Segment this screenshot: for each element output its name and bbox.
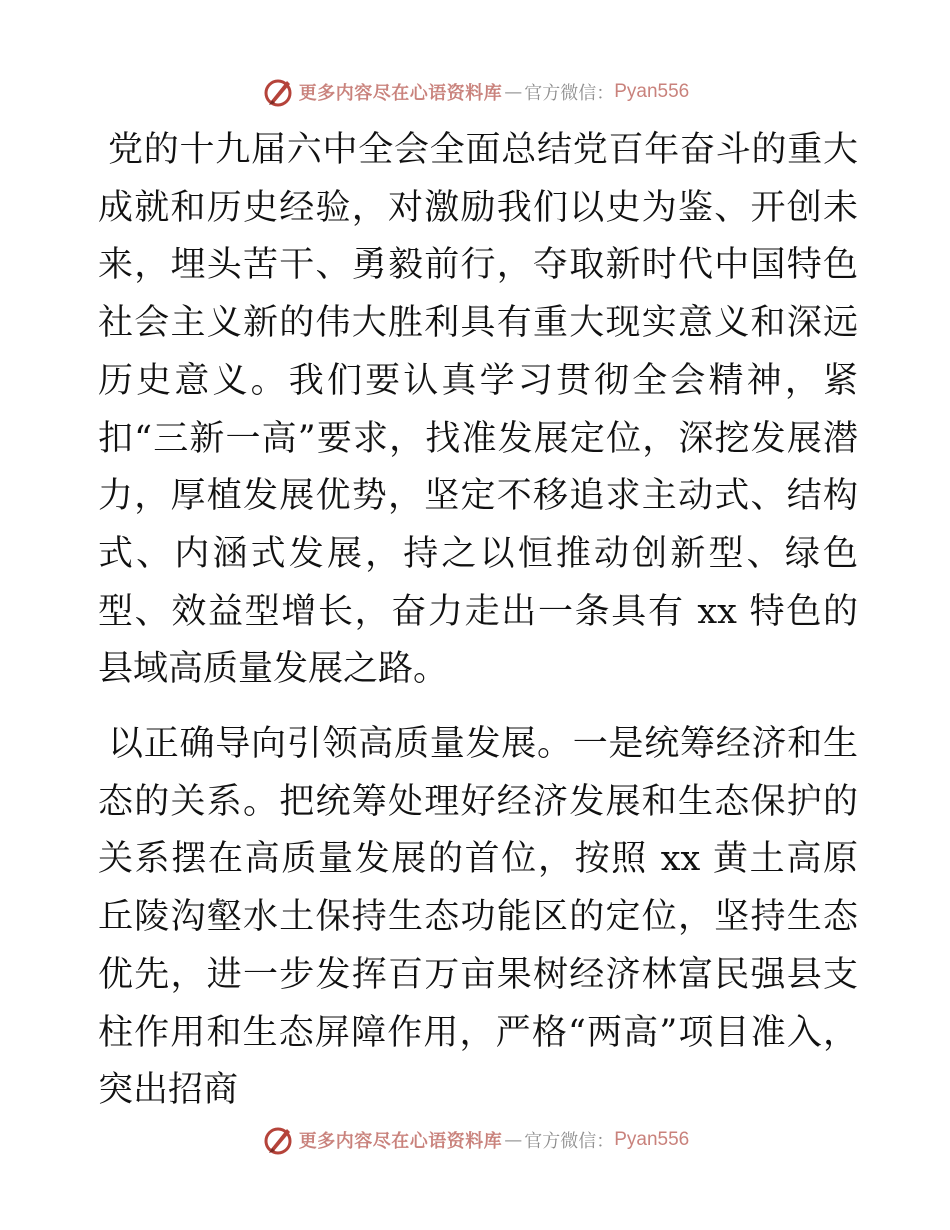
watermark-sub-text: 官方微信： [524,1131,615,1152]
watermark-header [0,72,950,112]
watermark-separator: — [504,1129,523,1151]
watermark-wechat-id: Pyan556 [614,1129,690,1150]
watermark-separator: — [504,81,523,103]
paragraph: 以正确导向引领高质量发展。一是统筹经济和生态的关系。把统筹处理好经济发展和生态保护的关系摆在高质量发展的首位，按照 xx 黄土高原丘陵沟壑水土保持生态功能区的定位，坚持生态优先，进一步发挥百万亩果树经济林富民强县支柱作用和生态屏障作用，严格“两高”项目准入，突出招商 [98,724,858,1111]
watermark-wechat-id: Pyan556 [614,81,690,102]
pen-logo-icon [261,75,295,109]
watermark-main-text: 更多内容尽在心语资料库 [298,1131,503,1152]
watermark-footer [0,1120,950,1160]
document-body [98,122,858,1120]
pen-logo-icon [261,1123,295,1157]
watermark-sub-text: 官方微信： [524,83,615,104]
paragraph: 党的十九届六中全会全面总结党百年奋斗的重大成就和历史经验，对激励我们以史为鉴、开创未来，埋头苦干、勇毅前行，夺取新时代中国特色社会主义新的伟大胜利具有重大现实意义和深远历史意义。我们要认真学习贯彻全会精神，紧扣“三新一高”要求，找准发展定位，深挖发展潜力，厚植发展优势，坚定不移追求主动式、结构式、内涵式发展，持之以恒推动创新型、绿色型、效益型增长，奋力走出一条具有 xx 特色的县域高质量发展之路。 [98,130,858,690]
watermark-main-text: 更多内容尽在心语资料库 [298,83,503,104]
